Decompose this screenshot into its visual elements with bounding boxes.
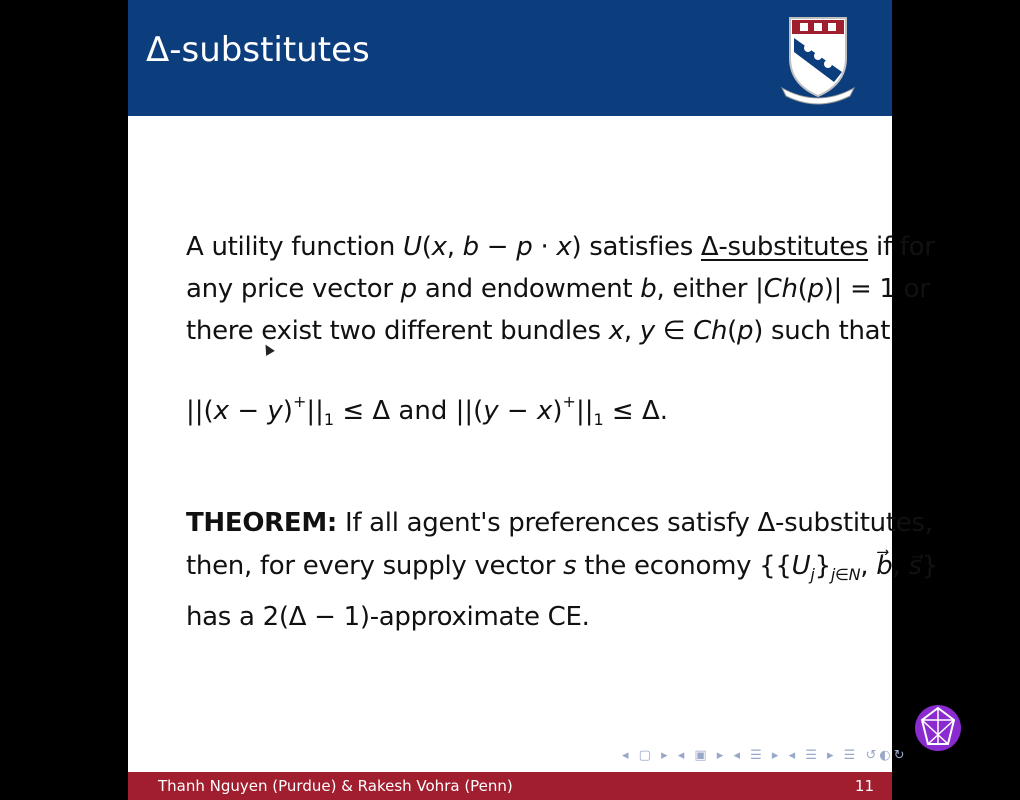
slide-header bbox=[128, 0, 892, 116]
var-p: p bbox=[737, 316, 754, 346]
text: · bbox=[532, 232, 557, 262]
defined-term: Δ-substitutes bbox=[700, 232, 869, 262]
subscript-j: j bbox=[810, 565, 815, 584]
var-y: y bbox=[267, 396, 283, 426]
text: then, for every supply vector bbox=[186, 551, 564, 581]
slide bbox=[128, 0, 938, 800]
var-Ch: Ch bbox=[693, 316, 728, 346]
substitutes-equation bbox=[186, 392, 668, 429]
text: and endowment bbox=[416, 274, 641, 304]
superscript: + bbox=[292, 392, 307, 411]
var-p: p bbox=[807, 274, 824, 304]
app-badge-icon[interactable] bbox=[914, 698, 962, 760]
beamer-navigation-icons[interactable]: ◂ ▢ ▸ ◂ ▣ ▸ ◂ ☰ ▸ ◂ ☰ ▸ ☰ ↺◐↻ bbox=[622, 748, 908, 763]
var-p: p bbox=[400, 274, 417, 304]
text: A utility function bbox=[186, 232, 404, 262]
var-p: p bbox=[516, 232, 533, 262]
text: } bbox=[921, 551, 938, 581]
definition-line-2 bbox=[186, 268, 930, 310]
var-y: y bbox=[639, 316, 655, 346]
page-number: 11 bbox=[854, 777, 874, 795]
text: ) bbox=[753, 316, 764, 346]
definition-line-1 bbox=[186, 226, 935, 268]
text: } bbox=[814, 551, 831, 581]
text: satisfies bbox=[581, 232, 701, 262]
text: || bbox=[306, 396, 324, 426]
text: ) bbox=[282, 396, 293, 426]
text: such that bbox=[763, 316, 891, 346]
definition-line-3 bbox=[186, 310, 891, 352]
text: If all agent's preferences satisfy Δ-substitutes, bbox=[337, 508, 933, 538]
text: − bbox=[229, 396, 268, 426]
subscript-jN: j∈N bbox=[830, 565, 861, 584]
slide-title: Δ-substitutes bbox=[146, 30, 370, 70]
text: ( bbox=[797, 274, 808, 304]
text: ( bbox=[727, 316, 738, 346]
text: − bbox=[478, 232, 517, 262]
var-y: y bbox=[483, 396, 499, 426]
text: − bbox=[498, 396, 537, 426]
text: if for bbox=[868, 232, 935, 262]
var-x: x bbox=[431, 232, 447, 262]
text: ) bbox=[571, 232, 582, 262]
vector-s: s⃗ bbox=[908, 551, 922, 581]
theorem-line-3: has a 2(Δ − 1)-approximate CE. bbox=[186, 602, 590, 632]
text: the economy {{ bbox=[576, 551, 792, 581]
text: ( bbox=[421, 232, 432, 262]
var-U: U bbox=[791, 551, 811, 581]
theorem-line-1 bbox=[186, 502, 933, 545]
text: , bbox=[860, 551, 877, 581]
subscript: 1 bbox=[593, 410, 604, 429]
subscript: 1 bbox=[323, 410, 335, 429]
var-x: x bbox=[556, 232, 572, 262]
var-U: U bbox=[403, 232, 422, 262]
text: , bbox=[892, 551, 909, 581]
text: there exist two different bundles bbox=[186, 316, 609, 346]
definition-text bbox=[186, 226, 935, 352]
var-x: x bbox=[537, 396, 553, 426]
footer-author: Thanh Nguyen (Purdue) & Rakesh Vohra (Penn) bbox=[158, 777, 513, 795]
text: ≤ Δ. bbox=[603, 396, 669, 426]
theorem-label: THEOREM: bbox=[186, 508, 338, 538]
text: , bbox=[623, 316, 640, 346]
text: ≤ Δ and ||( bbox=[334, 396, 484, 426]
superscript: + bbox=[562, 392, 576, 411]
text: any price vector bbox=[186, 274, 401, 304]
var-x: x bbox=[213, 396, 230, 426]
theorem-block bbox=[186, 502, 938, 639]
vector-b: b⃗ bbox=[876, 551, 893, 581]
var-s: s bbox=[563, 551, 577, 581]
text: ||( bbox=[186, 396, 214, 426]
text: ) bbox=[552, 396, 563, 426]
var-b: b bbox=[462, 232, 479, 262]
var-x: x bbox=[608, 316, 624, 346]
var-Ch: Ch bbox=[763, 274, 798, 304]
text: , bbox=[446, 232, 463, 262]
var-b: b bbox=[640, 274, 657, 304]
text: , either | bbox=[656, 274, 764, 304]
theorem-line-2 bbox=[186, 545, 938, 596]
penn-shield-logo bbox=[778, 12, 858, 102]
text: ∈ bbox=[654, 316, 694, 346]
text: )| = 1 or bbox=[823, 274, 930, 304]
text: || bbox=[575, 396, 594, 426]
slide-footer bbox=[128, 772, 892, 800]
